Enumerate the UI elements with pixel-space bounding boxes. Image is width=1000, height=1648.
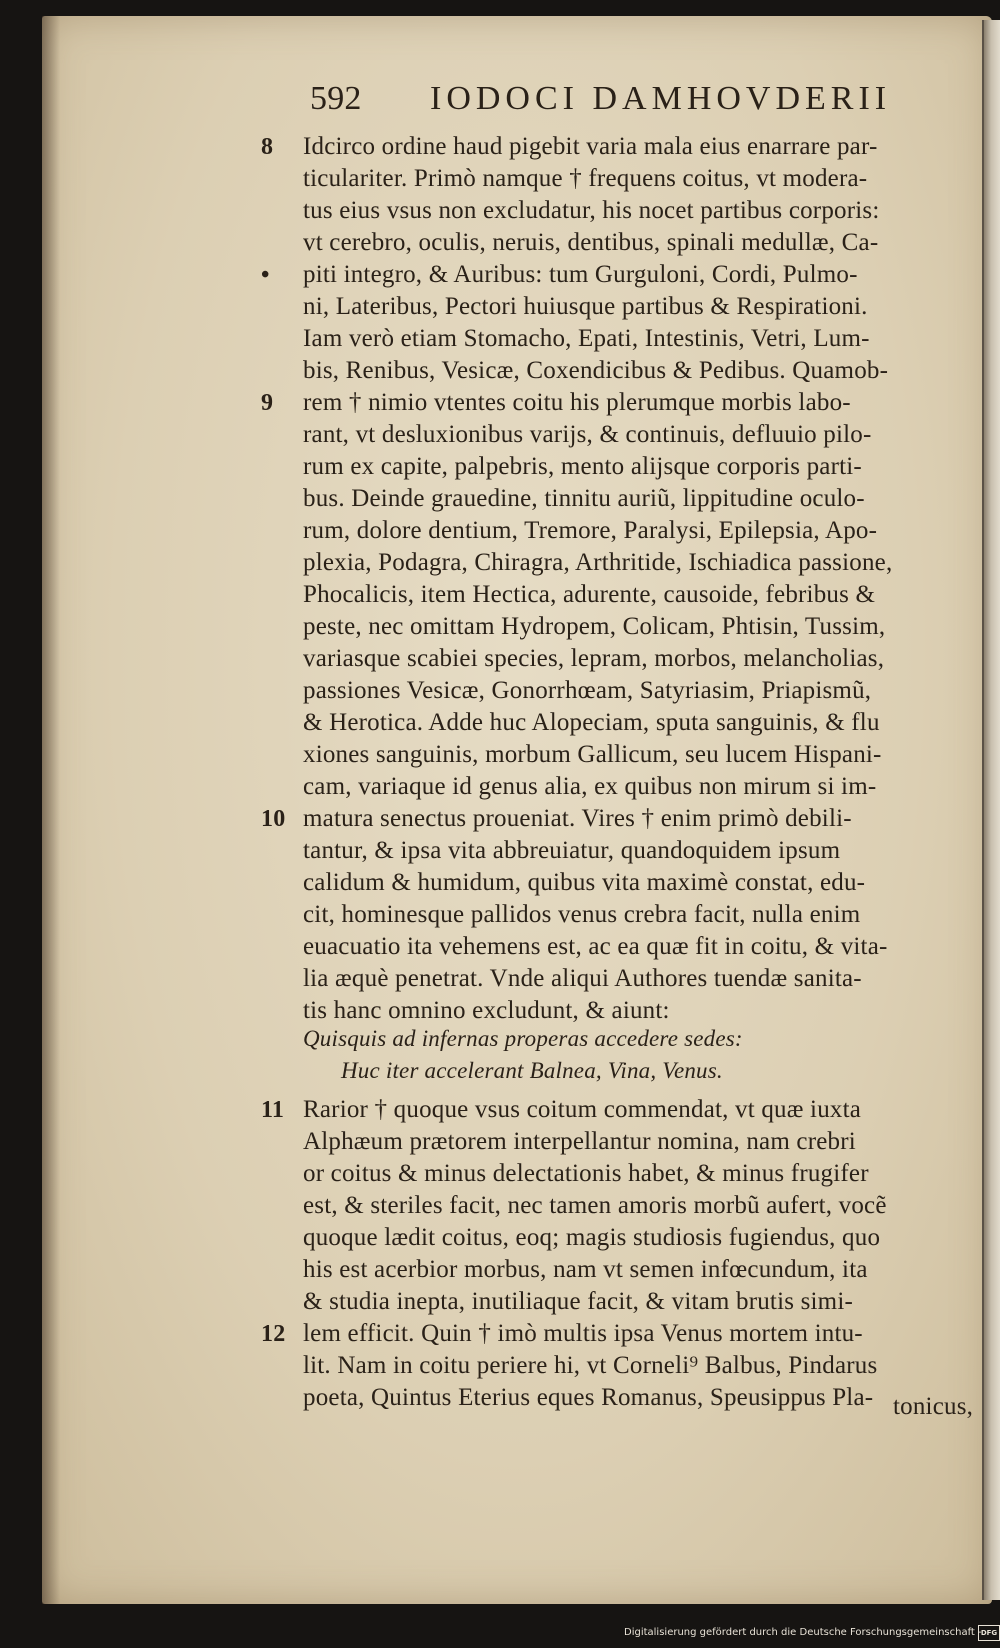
- line-text: bus. Deinde grauedine, tinnitu auriũ, lippitudine oculo-: [303, 485, 865, 512]
- line-text: poeta, Quintus Eterius eques Romanus, Speusippus Pla-: [303, 1384, 874, 1411]
- text-line: [303, 1158, 963, 1190]
- text-line: [303, 611, 963, 643]
- margin-number: 10: [261, 806, 286, 832]
- line-text: rem † nimio vtentes coitu his plerumque morbis labo-: [303, 389, 851, 416]
- text-line: [303, 867, 963, 899]
- text-line: [303, 1222, 963, 1254]
- page-gutter-shadow: [42, 16, 60, 1604]
- text-line: [303, 1286, 963, 1318]
- text-line: [261, 259, 963, 291]
- text-line: [303, 355, 963, 387]
- line-text: piti integro, & Auribus: tum Gurguloni, Cordi, Pulmo-: [303, 261, 858, 288]
- margin-number: •: [261, 262, 270, 288]
- line-text: bis, Renibus, Vesicæ, Coxendicibus & Pedibus. Quamob-: [303, 357, 889, 384]
- text-line: [303, 835, 963, 867]
- line-text: rum ex capite, palpebris, mento alijsque corporis parti-: [303, 453, 862, 480]
- text-line: [303, 1190, 963, 1222]
- line-text: plexia, Podagra, Chiragra, Arthritide, Ischiadica passione,: [303, 549, 893, 576]
- text-line: [303, 643, 963, 675]
- line-text: matura senectus proueniat. Vires † enim primò debili-: [303, 805, 852, 832]
- line-text: peste, nec omittam Hydropem, Colicam, Phtisin, Tussim,: [303, 613, 886, 640]
- line-text: variasque scabiei species, lepram, morbos, melancholias,: [303, 645, 885, 672]
- text-line: [303, 1382, 963, 1414]
- body-text: [261, 131, 963, 1027]
- line-text: lia æquè penetrat. Vnde aliqui Authores tuendæ sanita-: [303, 965, 862, 992]
- page-number: 592: [310, 80, 362, 117]
- line-text: Rarior † quoque vsus coitum commendat, vt quæ iuxta: [303, 1096, 862, 1123]
- text-line: [261, 1094, 963, 1126]
- margin-number: 11: [261, 1097, 285, 1123]
- text-line: [303, 483, 963, 515]
- line-text: vt cerebro, oculis, neruis, dentibus, spinali medullæ, Ca-: [303, 229, 879, 256]
- body-text-continued: [261, 1094, 963, 1414]
- text-line: [303, 579, 963, 611]
- text-line: [303, 291, 963, 323]
- line-text: Idcirco ordine haud pigebit varia mala eius enarrare par-: [303, 133, 878, 160]
- line-text: est, & steriles facit, nec tamen amoris morbũ aufert, vocẽ: [303, 1192, 887, 1219]
- verse-quotation: [303, 1023, 943, 1087]
- line-text: rant, vt desluxionibus varijs, & continuis, defluuio pilo-: [303, 421, 872, 448]
- text-line: [261, 1318, 963, 1350]
- text-line: [303, 451, 963, 483]
- text-line: [303, 931, 963, 963]
- line-text: passiones Vesicæ, Gonorrhœam, Satyriasim, Priapismũ,: [303, 677, 872, 704]
- margin-number: 9: [261, 390, 274, 416]
- line-text: rum, dolore dentium, Tremore, Paralysi, Epilepsia, Apo-: [303, 517, 878, 544]
- verse-line: Huc iter accelerant Balnea, Vina, Venus.: [341, 1058, 723, 1083]
- verse-line: Quisquis ad infernas properas accedere sedes:: [303, 1026, 743, 1051]
- text-line: [261, 387, 963, 419]
- text-line: [303, 707, 963, 739]
- line-text: lit. Nam in coitu periere hi, vt Corneli⁹ Balbus, Pindarus: [303, 1352, 878, 1379]
- text-line: [303, 227, 963, 259]
- text-line: [303, 515, 963, 547]
- text-line: [303, 675, 963, 707]
- catchword: tonicus,: [893, 1393, 974, 1420]
- text-line: [303, 1254, 963, 1286]
- line-text: cit, hominesque pallidos venus crebra facit, nulla enim: [303, 901, 861, 928]
- line-text: calidum & humidum, quibus vita maximè constat, edu-: [303, 869, 866, 896]
- line-text: Iam verò etiam Stomacho, Epati, Intestinis, Vetri, Lum-: [303, 325, 870, 352]
- text-line: [303, 163, 963, 195]
- text-line: [303, 1126, 963, 1158]
- text-line: [303, 739, 963, 771]
- text-line: [303, 547, 963, 579]
- margin-number: 8: [261, 134, 274, 160]
- page-edge: [982, 20, 1000, 1600]
- text-line: [303, 323, 963, 355]
- line-text: quoque lædit coitus, eoq; magis studiosis fugiendus, quo: [303, 1224, 881, 1251]
- line-text: tis hanc omnino excludunt, & aiunt:: [303, 997, 670, 1024]
- line-text: & studia inepta, inutiliaque facit, & vitam brutis simi-: [303, 1288, 853, 1315]
- text-line: [303, 195, 963, 227]
- line-text: or coitus & minus delectationis habet, & minus frugifer: [303, 1160, 869, 1187]
- line-text: his est acerbior morbus, nam vt semen infœcundum, ita: [303, 1256, 868, 1283]
- line-text: & Herotica. Adde huc Alopeciam, sputa sanguinis, & flu: [303, 709, 880, 736]
- line-text: lem efficit. Quin † imò multis ipsa Venus mortem intu-: [303, 1320, 863, 1347]
- funding-note: Digitalisierung gefördert durch die Deutsche Forschungsgemeinschaft -: [624, 1627, 982, 1638]
- line-text: tus eius vsus non excludatur, his nocet partibus corporis:: [303, 197, 880, 224]
- text-line: [303, 899, 963, 931]
- line-text: xiones sanguinis, morbum Gallicum, seu lucem Hispani-: [303, 741, 882, 768]
- line-text: Alphæum prætorem interpellantur nomina, nam crebri: [303, 1128, 856, 1155]
- margin-number: 12: [261, 1321, 286, 1347]
- text-line: [261, 131, 963, 163]
- line-text: tantur, & ipsa vita abbreuiatur, quandoquidem ipsum: [303, 837, 841, 864]
- line-text: euacuatio ita vehemens est, ac ea quæ fit in coitu, & vita-: [303, 933, 888, 960]
- line-text: Phocalicis, item Hectica, adurente, causoide, febribus &: [303, 581, 876, 608]
- text-line: [303, 963, 963, 995]
- text-line: [303, 1350, 963, 1382]
- text-line: [303, 771, 963, 803]
- line-text: ni, Lateribus, Pectori huiusque partibus & Respirationi.: [303, 293, 868, 320]
- line-text: cam, variaque id genus alia, ex quibus non mirum si im-: [303, 773, 877, 800]
- author-heading: IODOCI DAMHOVDERII: [430, 80, 892, 117]
- dfg-logo-icon: DFG: [978, 1625, 1000, 1641]
- text-line: [261, 803, 963, 835]
- line-text: ticulariter. Primò namque † frequens coitus, vt modera-: [303, 165, 868, 192]
- text-line: [303, 419, 963, 451]
